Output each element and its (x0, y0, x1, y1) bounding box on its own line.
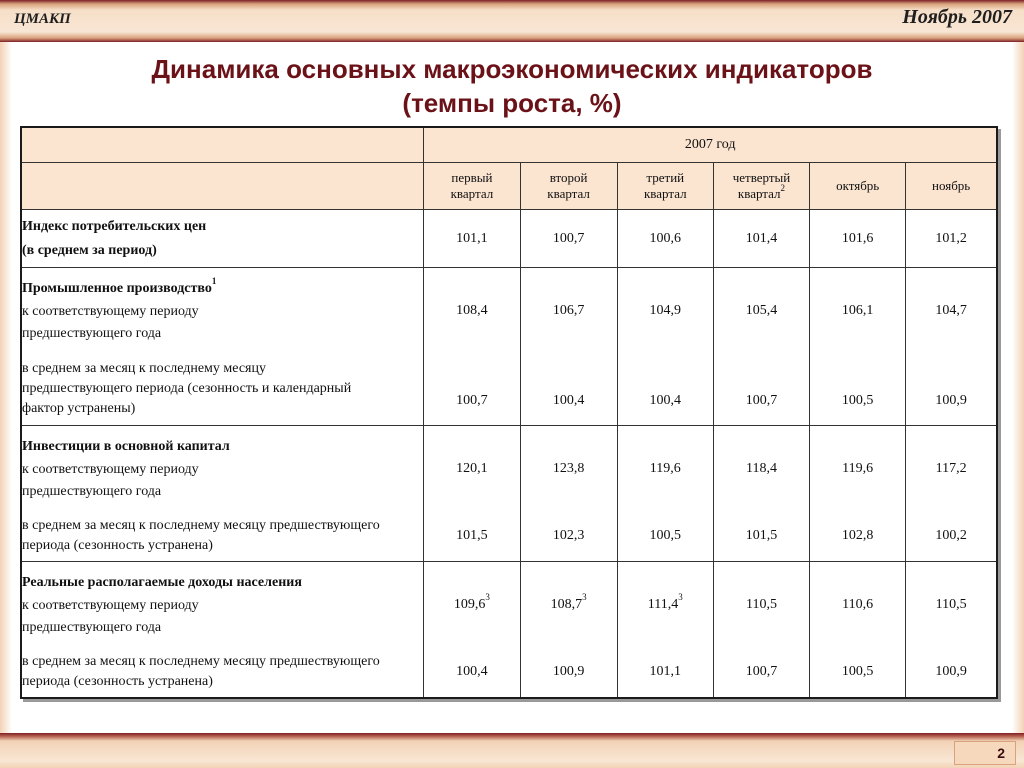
value-cell: 104,9 (617, 268, 713, 354)
col-header (713, 163, 809, 210)
page-number: 2 (954, 741, 1016, 765)
col-footnote: 2 (780, 182, 786, 193)
value-cell: 118,4 (713, 426, 809, 512)
row-label (21, 512, 424, 562)
value-cell: 123,8 (520, 426, 617, 512)
col-header (906, 163, 997, 210)
indicators-table (20, 126, 998, 699)
value-cell: 100,4 (520, 354, 617, 426)
value-cell: 105,4 (713, 268, 809, 354)
value-cell: 101,5 (713, 512, 809, 562)
value-cell: 110,5 (906, 562, 997, 648)
row-sublabel: в среднем за месяц к последнему месяцу предшествующего периода (сезонность устранена) (22, 518, 380, 554)
value-cell: 120,1 (424, 426, 520, 512)
row-label (21, 648, 424, 698)
row-sublabel: в среднем за месяц к последнему месяцу предшествующего периода (сезонность и календарный фактор устранены) (22, 361, 352, 417)
row-label (21, 268, 424, 354)
row-label (21, 210, 424, 268)
value-cell: 101,1 (617, 648, 713, 698)
date-label: Ноябрь 2007 (902, 6, 1012, 28)
value-cell: 102,8 (810, 512, 906, 562)
value-cell (424, 562, 520, 648)
col-header-label: октябрь (836, 178, 880, 193)
row-label (21, 562, 424, 648)
header-row-periods (21, 163, 997, 210)
table-row (21, 354, 997, 426)
value-footnote: 3 (485, 592, 490, 603)
value-cell: 100,7 (713, 354, 809, 426)
value-cell: 100,4 (617, 354, 713, 426)
table-row (21, 512, 997, 562)
value-text: 109,6 (453, 596, 486, 612)
row-label (21, 354, 424, 426)
value-cell: 100,4 (424, 648, 520, 698)
col-header (520, 163, 617, 210)
col-header-label: четвертый квартал (732, 170, 791, 201)
value-text: 111,4 (647, 596, 679, 612)
header-row-year (21, 127, 997, 163)
table-row (21, 268, 997, 354)
row-sublabel: к соответствующему периоду предшествующего года (22, 597, 199, 635)
table-row (21, 426, 997, 512)
value-cell: 101,6 (810, 210, 906, 268)
row-sublabel: к соответствующему периоду предшествующего года (22, 303, 199, 341)
value-cell: 100,7 (713, 648, 809, 698)
value-cell: 102,3 (520, 512, 617, 562)
page-title (0, 52, 1024, 120)
row-sublabel: в среднем за месяц к последнему месяцу предшествующего периода (сезонность устранена) (22, 654, 380, 689)
bottom-bar (0, 733, 1024, 768)
table-row (21, 648, 997, 698)
value-cell: 101,2 (906, 210, 997, 268)
value-cell: 110,6 (810, 562, 906, 648)
table-row (21, 210, 997, 268)
section-title: Индекс потребительских цен (22, 218, 207, 234)
section-footnote: 1 (211, 276, 217, 287)
value-footnote: 3 (678, 592, 683, 603)
section-title: Промышленное производство (22, 280, 212, 296)
col-header-label: первый квартал (450, 170, 494, 201)
section-title: Инвестиции в основной капитал (22, 438, 230, 454)
value-cell: 100,9 (906, 354, 997, 426)
value-cell: 119,6 (810, 426, 906, 512)
value-cell: 119,6 (617, 426, 713, 512)
year-header: 2007 год (424, 127, 997, 163)
value-cell: 100,9 (906, 648, 997, 698)
value-cell: 117,2 (906, 426, 997, 512)
col-header (617, 163, 713, 210)
value-cell: 100,5 (810, 354, 906, 426)
value-cell: 101,1 (424, 210, 520, 268)
row-label (21, 426, 424, 512)
value-cell: 100,7 (520, 210, 617, 268)
col-header-label: второй квартал (547, 170, 590, 201)
value-cell: 101,5 (424, 512, 520, 562)
value-footnote: 3 (582, 592, 587, 603)
value-cell: 100,6 (617, 210, 713, 268)
title-line-1: Динамика основных макроэкономических индикаторов (151, 54, 873, 84)
col-header-label: ноябрь (932, 178, 971, 193)
value-cell: 106,1 (810, 268, 906, 354)
left-border (0, 42, 12, 733)
row-sublabel: к соответствующему периоду предшествующего года (22, 461, 199, 499)
header-corner-2 (21, 163, 424, 210)
value-cell (617, 562, 713, 648)
value-cell (520, 562, 617, 648)
value-cell: 100,7 (424, 354, 520, 426)
top-bar (0, 0, 1024, 42)
section-note: (в среднем за период) (22, 242, 157, 258)
value-cell: 100,5 (810, 648, 906, 698)
value-cell: 101,4 (713, 210, 809, 268)
col-header-label: третий квартал (643, 170, 687, 201)
value-cell: 106,7 (520, 268, 617, 354)
value-cell: 110,5 (713, 562, 809, 648)
header-corner (21, 127, 424, 163)
table-row (21, 562, 997, 648)
value-cell: 100,9 (520, 648, 617, 698)
value-cell: 104,7 (906, 268, 997, 354)
title-line-2: (темпы роста, %) (402, 88, 622, 118)
org-label: ЦМАКП (14, 11, 71, 27)
value-cell: 108,4 (424, 268, 520, 354)
value-cell: 100,2 (906, 512, 997, 562)
section-title: Реальные располагаемые доходы населения (22, 574, 302, 590)
right-border (1012, 42, 1024, 733)
value-cell: 100,5 (617, 512, 713, 562)
col-header (810, 163, 906, 210)
value-text: 108,7 (550, 596, 583, 612)
section-title-wrap (22, 277, 423, 301)
col-header (424, 163, 520, 210)
